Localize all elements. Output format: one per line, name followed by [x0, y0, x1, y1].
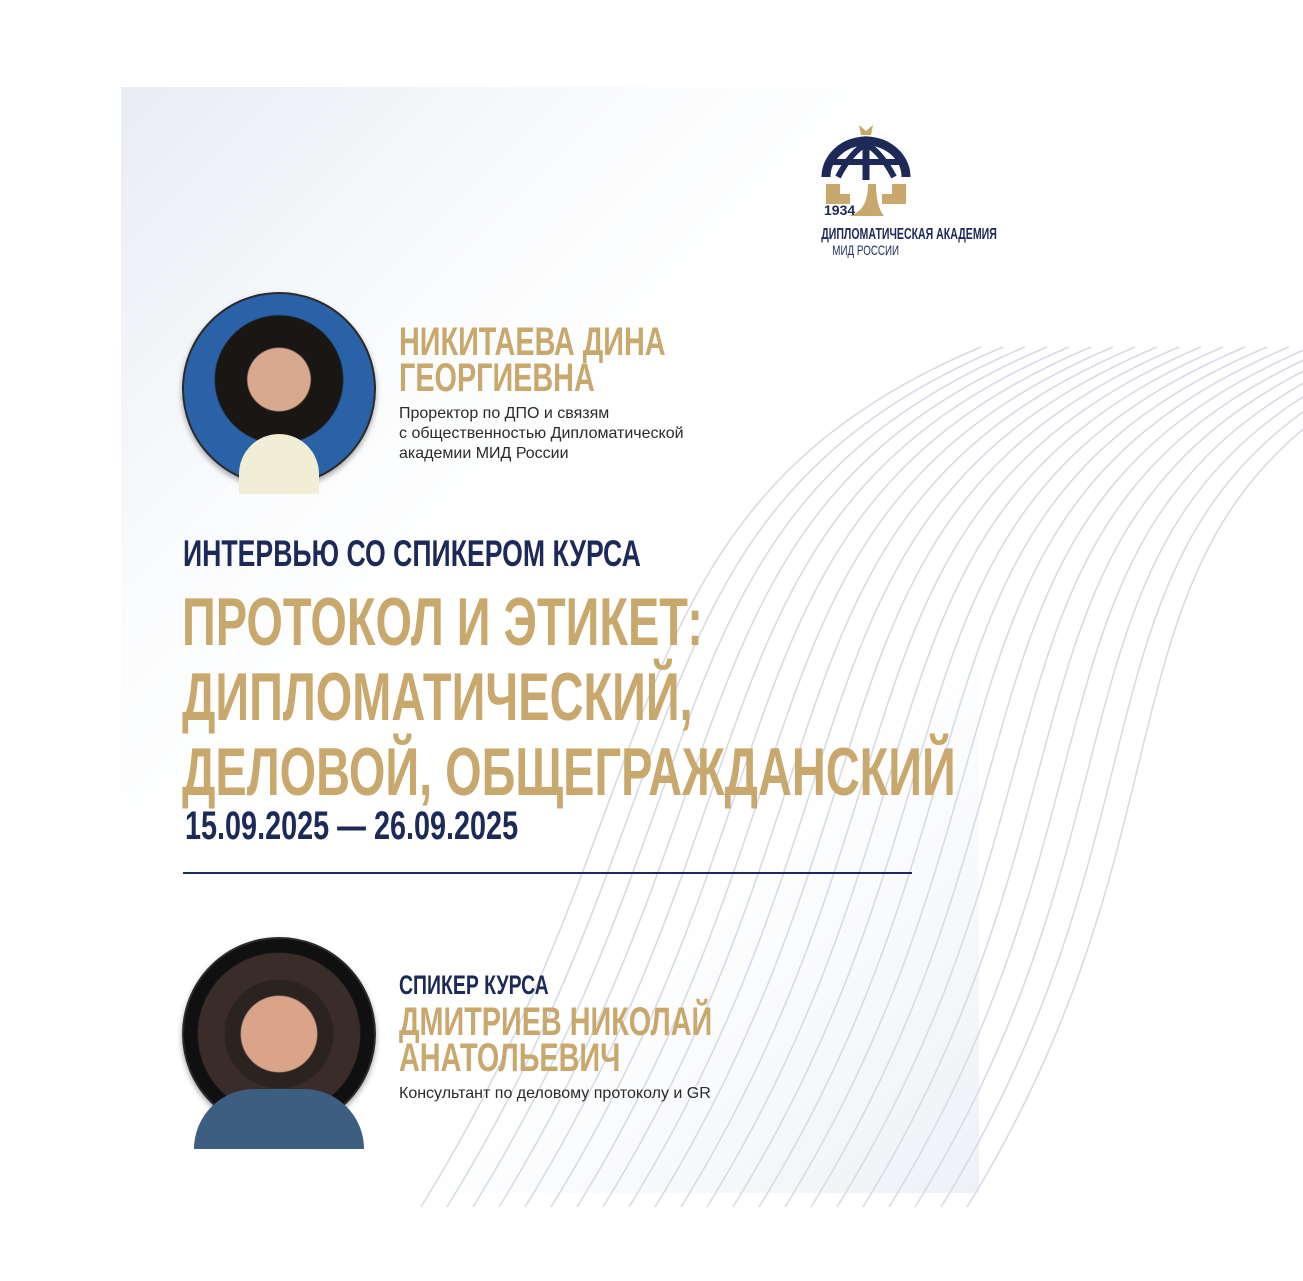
host-name-line2: ГЕОРГИЕВНА [399, 356, 595, 400]
speaker-label: СПИКЕР КУРСА [399, 970, 549, 1000]
logo-year: 1934 [824, 202, 856, 218]
host-photo [182, 292, 376, 486]
event-title-line: ДЕЛОВОЙ, ОБЩЕГРАЖДАНСКИЙ [182, 734, 956, 810]
speaker-photo [182, 937, 376, 1131]
logo-name: ДИПЛОМАТИЧЕСКАЯ АКАДЕМИЯ [821, 226, 997, 243]
host-role-line: Проректор по ДПО и связям [399, 405, 610, 422]
event-subtitle: ИНТЕРВЬЮ СО СПИКЕРОМ КУРСА [183, 533, 641, 574]
speaker-name-line2: АНАТОЛЬЕВИЧ [399, 1036, 621, 1080]
host-role-line: с общественностью Дипломатической [399, 425, 684, 442]
poster [121, 87, 997, 1193]
globe-emblem-icon [776, 122, 956, 222]
speaker-name-line1: ДМИТРИЕВ НИКОЛАЙ [399, 1000, 713, 1044]
event-title [182, 585, 1303, 810]
event-dates: 15.09.2025 — 26.09.2025 [185, 804, 519, 848]
event-title-line: ПРОТОКОЛ И ЭТИКЕТ: [182, 584, 703, 660]
divider [183, 872, 912, 874]
host-name-line1: НИКИТАЕВА ДИНА [399, 320, 666, 364]
speaker-role: Консультант по деловому протоколу и GR [399, 1085, 711, 1102]
academy-logo [776, 122, 997, 258]
host-role-line: академии МИД России [399, 445, 569, 462]
host-role [399, 404, 684, 464]
logo-subname: МИД РОССИИ [832, 242, 900, 258]
event-title-line: ДИПЛОМАТИЧЕСКИЙ, [182, 659, 693, 735]
